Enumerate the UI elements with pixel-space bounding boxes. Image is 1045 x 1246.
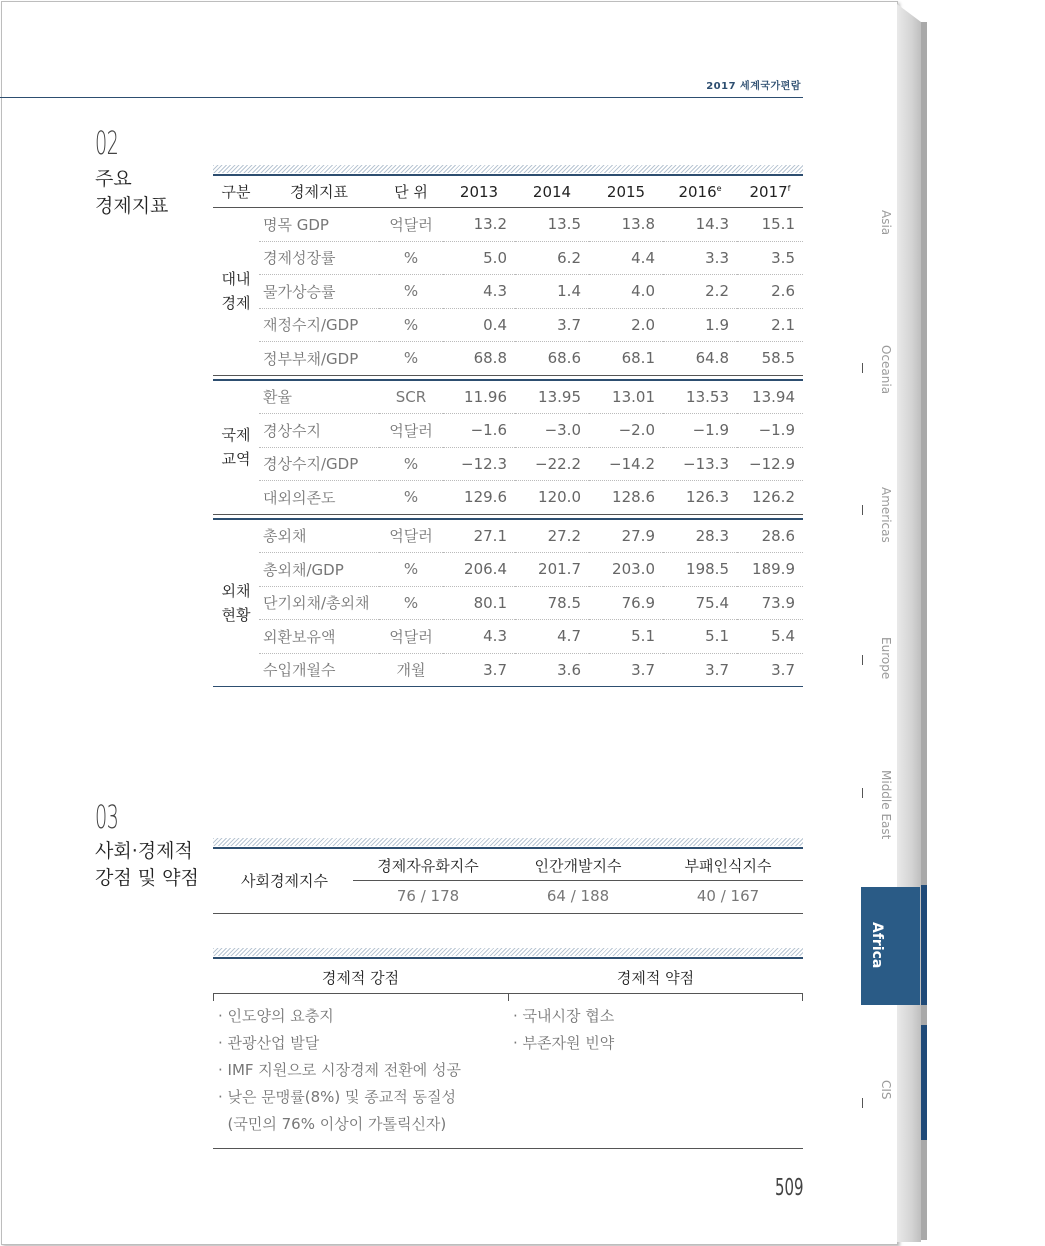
index-header: 인간개발지수 [534, 857, 622, 875]
sw-top-hatch [213, 948, 803, 956]
indicator-unit: 억달러 [379, 620, 443, 654]
indicator-name: 물가상승률 [259, 275, 379, 309]
indicator-value: −3.0 [515, 414, 589, 448]
strengths-list [218, 1003, 503, 1138]
table-row [213, 620, 803, 654]
indicator-unit: % [379, 275, 443, 309]
indicator-value: 4.0 [589, 275, 663, 309]
indicator-value: 4.3 [443, 620, 515, 654]
page-number: 509 [775, 1175, 804, 1201]
indicator-value: 68.1 [621, 349, 655, 368]
tab-europe[interactable]: Europe [879, 637, 893, 680]
indicator-value: 189.9 [737, 553, 803, 587]
table-row [213, 414, 803, 448]
indicator-unit: % [379, 447, 443, 481]
tab-africa-label: Africa [869, 922, 885, 969]
table-row [213, 308, 803, 342]
indicator-value: 11.96 [443, 380, 515, 414]
indicator-value: 5.1 [589, 620, 663, 654]
header-group: 구분 [213, 176, 259, 208]
economic-indicators-table [213, 176, 803, 687]
indicator-value: 68.8 [473, 349, 507, 368]
section-title-03 [95, 838, 199, 892]
table-row [213, 519, 803, 553]
indicator-name: 총외채 [259, 519, 379, 553]
indicator-unit: 억달러 [379, 208, 443, 242]
section-title-02 [95, 166, 168, 220]
tab-cis[interactable]: CIS [879, 1080, 893, 1100]
indicator-value: 2.1 [737, 308, 803, 342]
edge-thumb-mark-2 [921, 1025, 927, 1140]
indicator-name: 경상수지/GDP [259, 447, 379, 481]
indicator-value: 0.4 [443, 308, 515, 342]
indicator-unit: % [403, 349, 419, 368]
indicator-value: 27.9 [589, 519, 663, 553]
strength-item: (국민의 76% 이상이 가톨릭신자) [218, 1115, 447, 1133]
tab-divider-tick [862, 363, 863, 373]
title-line-1: 주요 [95, 168, 132, 190]
indicator-name: 정부부채/GDP [263, 349, 359, 368]
indicator-value: 3.7 [589, 653, 663, 687]
indicator-value: 1.4 [515, 275, 589, 309]
indicator-value: 201.7 [515, 553, 589, 587]
strength-item: · 인도양의 요충지 [218, 1007, 334, 1025]
group-label: 대내 경제 [221, 270, 251, 313]
weakness-title: 경제적 약점 [616, 969, 695, 987]
indicator-name: 경상수지 [259, 414, 379, 448]
socio-economic-index-table [213, 849, 803, 914]
header-year: 2015 [589, 176, 663, 208]
table-row [213, 342, 803, 376]
indicator-value: 129.6 [464, 488, 507, 507]
indicator-value: 206.4 [443, 553, 515, 587]
forecast-mark: f [787, 183, 791, 193]
indicator-name: 재정수지/GDP [259, 308, 379, 342]
indicator-unit: 억달러 [379, 519, 443, 553]
indicator-name: 수입개월수 [259, 653, 379, 687]
indicator-value: 3.3 [663, 241, 737, 275]
indicator-value: 3.5 [737, 241, 803, 275]
indicator-value: 68.6 [547, 349, 581, 368]
tab-divider-tick [862, 655, 863, 665]
indicator-value: 13.2 [443, 208, 515, 242]
running-head: 2017 세계국가편람 [706, 81, 801, 92]
table-row [213, 380, 803, 414]
tab-africa[interactable] [861, 887, 920, 1005]
indicator-value: −13.3 [663, 447, 737, 481]
tab-divider-tick [862, 505, 863, 515]
tab-asia[interactable]: Asia [879, 210, 893, 236]
indicator-value: 28.6 [737, 519, 803, 553]
indicator-value: 126.2 [752, 488, 795, 507]
indicator-value: 73.9 [737, 586, 803, 620]
indicator-value: 2.6 [737, 275, 803, 309]
table-row [213, 241, 803, 275]
indicator-value: −14.2 [589, 447, 663, 481]
table-top-hatch [213, 165, 803, 173]
indicator-value: 13.8 [589, 208, 663, 242]
indicator-unit: 개월 [379, 653, 443, 687]
indicator-value: −12.3 [443, 447, 515, 481]
indicator-value: 5.1 [663, 620, 737, 654]
indicator-value: −2.0 [589, 414, 663, 448]
title-line-2: 강점 및 약점 [95, 867, 199, 889]
index-value: 40 / 167 [696, 887, 760, 905]
weaknesses-list [513, 1003, 798, 1057]
indicator-value: 3.6 [515, 653, 589, 687]
weakness-item: · 부존자원 빈약 [513, 1034, 615, 1052]
header-rule [0, 97, 803, 98]
indicator-value: 76.9 [589, 586, 663, 620]
indicator-value: 198.5 [663, 553, 737, 587]
strength-item: · 관광산업 발달 [218, 1034, 320, 1052]
weakness-item: · 국내시장 협소 [513, 1007, 615, 1025]
index-top-hatch [213, 838, 803, 846]
indicator-value: 5.0 [443, 241, 515, 275]
table-row [213, 481, 803, 515]
indicator-name: 환율 [259, 380, 379, 414]
tab-middle-east[interactable]: Middle East [879, 770, 893, 840]
indicator-value: 80.1 [443, 586, 515, 620]
sw-tick-left [213, 993, 214, 1001]
index-label: 사회경제지수 [241, 872, 328, 890]
indicator-value: 14.3 [663, 208, 737, 242]
indicator-name: 경제성장률 [259, 241, 379, 275]
table-row [213, 553, 803, 587]
table-row [213, 653, 803, 687]
indicator-value: −1.9 [663, 414, 737, 448]
indicator-value: 3.7 [663, 653, 737, 687]
indicator-name: 대외의존도 [263, 488, 336, 507]
tab-oceania[interactable]: Oceania [879, 345, 893, 395]
indicator-value: 13.53 [663, 380, 737, 414]
indicator-value: 58.5 [761, 349, 795, 368]
indicator-unit: % [379, 308, 443, 342]
indicator-value: 126.3 [686, 488, 729, 507]
indicator-value: 4.3 [443, 275, 515, 309]
indicator-value: −1.6 [443, 414, 515, 448]
tab-divider-tick [862, 1098, 863, 1108]
indicator-unit: % [379, 553, 443, 587]
indicator-value: 4.4 [589, 241, 663, 275]
indicator-value: 203.0 [589, 553, 663, 587]
indicator-value: 75.4 [663, 586, 737, 620]
index-header: 부패인식지수 [684, 857, 772, 875]
table-row [213, 447, 803, 481]
section-number-02: 02 [95, 124, 119, 162]
indicator-name: 명목 GDP [259, 208, 379, 242]
indicator-value: 13.5 [515, 208, 589, 242]
indicator-name: 외환보유액 [259, 620, 379, 654]
indicator-value: 13.94 [737, 380, 803, 414]
table-header-row [213, 176, 803, 208]
indicator-unit: % [379, 586, 443, 620]
header-year: 2017$^f$ [737, 176, 803, 208]
group-label: 외채 현황 [213, 519, 259, 687]
strength-item: · 낮은 문맹률(8%) 및 종교적 동질성 [218, 1088, 456, 1106]
page-stack-edge [897, 4, 921, 1242]
indicator-value: −1.9 [737, 414, 803, 448]
table-row [213, 208, 803, 242]
indicator-value: 120.0 [538, 488, 581, 507]
strength-weakness-table [213, 959, 803, 1149]
edge-thumb-mark [921, 885, 927, 1005]
strength-title: 경제적 강점 [321, 969, 400, 987]
indicator-value: 78.5 [515, 586, 589, 620]
indicator-name: 단기외채/총외채 [259, 586, 379, 620]
indicator-value: 27.2 [515, 519, 589, 553]
header-year: 2014 [515, 176, 589, 208]
indicator-unit: % [379, 241, 443, 275]
sw-tick-right [802, 993, 803, 1001]
header-unit: 단 위 [379, 176, 443, 208]
indicator-value: 128.6 [612, 488, 655, 507]
indicator-value: 3.7 [515, 308, 589, 342]
header-year: 2016e [663, 176, 737, 208]
indicator-value: 5.4 [737, 620, 803, 654]
indicator-value: 27.1 [443, 519, 515, 553]
indicator-value: 64.8 [695, 349, 729, 368]
tab-americas[interactable]: Americas [879, 487, 893, 543]
strength-item: · IMF 지원으로 시장경제 전환에 성공 [218, 1061, 461, 1079]
group-label: 국제 교역 [221, 426, 251, 468]
header-year: 2013 [443, 176, 515, 208]
title-line-2: 경제지표 [95, 195, 169, 217]
sw-tick-mid [508, 993, 509, 1001]
table-row [213, 586, 803, 620]
indicator-unit: SCR [379, 380, 443, 414]
indicator-unit: 억달러 [379, 414, 443, 448]
title-line-1: 사회·경제적 [95, 840, 193, 862]
indicator-value: 2.2 [663, 275, 737, 309]
indicator-value: 13.01 [589, 380, 663, 414]
indicator-value: 28.3 [663, 519, 737, 553]
index-header: 경제자유화지수 [377, 857, 479, 875]
indicator-value: 2.0 [589, 308, 663, 342]
indicator-value: −22.2 [515, 447, 589, 481]
estimate-mark: e [716, 183, 722, 193]
header-item: 경제지표 [259, 176, 379, 208]
indicator-value: 1.9 [663, 308, 737, 342]
index-value: 64 / 188 [546, 887, 610, 905]
indicator-value: 3.7 [443, 653, 515, 687]
indicator-value: 13.95 [515, 380, 589, 414]
indicator-value: 3.7 [737, 653, 803, 687]
index-value: 76 / 178 [396, 887, 460, 905]
section-number-03: 03 [95, 798, 119, 836]
indicator-value: 4.7 [515, 620, 589, 654]
indicator-value: 6.2 [515, 241, 589, 275]
indicator-name: 총외채/GDP [259, 553, 379, 587]
tab-divider-tick [862, 788, 863, 798]
indicator-value: 15.1 [737, 208, 803, 242]
indicator-value: −12.9 [737, 447, 803, 481]
table-row [213, 275, 803, 309]
index-header-rule [353, 880, 803, 881]
indicator-unit: % [403, 488, 419, 507]
